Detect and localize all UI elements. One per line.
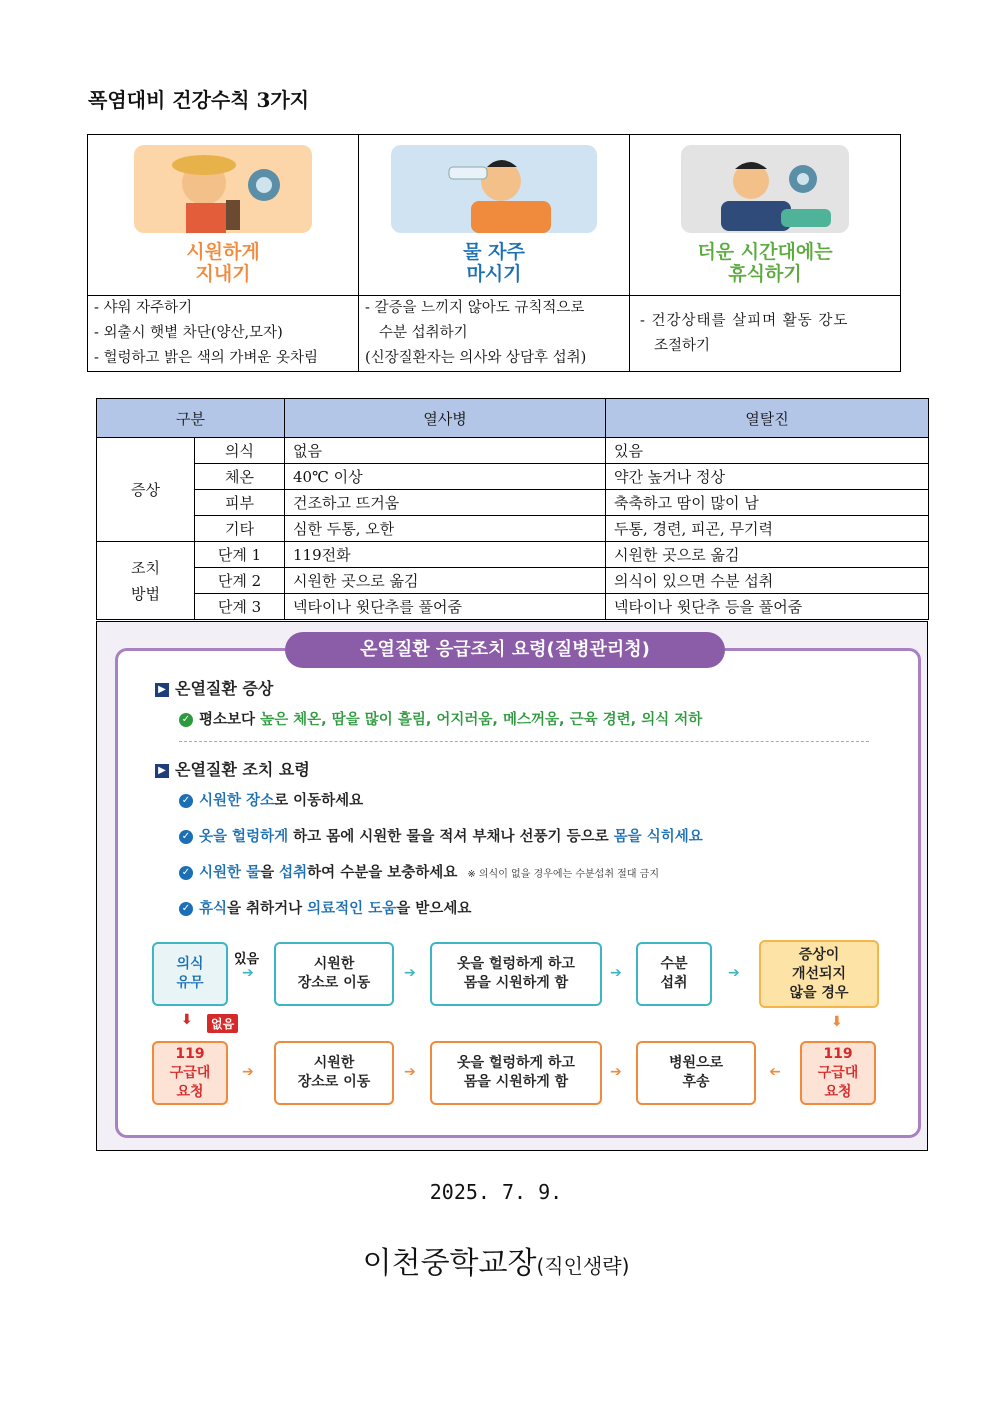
flow-text: 장소로 이동: [297, 975, 371, 991]
flow-text: 옷을 헐렁하게 하고: [457, 956, 575, 972]
flow-loosen-box-2: [430, 1041, 602, 1105]
dashed-divider: [179, 741, 869, 742]
first-aid-infographic: [96, 621, 928, 1151]
flow-text: 요청: [824, 1083, 852, 1100]
header-heatstroke: 열사병: [285, 399, 606, 438]
flow-hospital-box: [636, 1041, 756, 1105]
highlight-text: 시원한 장소: [199, 793, 275, 809]
section-symptoms: [155, 676, 273, 699]
flow-water-box: [636, 942, 712, 1006]
flow-text: 병원으로: [668, 1055, 724, 1071]
section-symptoms-title: 온열질환 증상: [175, 679, 274, 698]
row-exhaustion: 넥타이나 윗단추 등을 풀어줌: [606, 594, 929, 620]
rule-3-line: 조절하기: [654, 337, 711, 354]
arrow-right-icon: ➔: [728, 965, 740, 981]
row-heatstroke: 넥타이나 윗단추를 풀어줌: [285, 594, 606, 620]
row-sub: 의식: [195, 438, 285, 464]
rule-1-line: - 외출시 햇볕 차단(양산,모자): [94, 325, 283, 341]
row-exhaustion: 축축하고 땀이 많이 남: [606, 490, 929, 516]
flow-text: 몸을 시원하게 함: [463, 975, 569, 991]
row-sub: 피부: [195, 490, 285, 516]
rule-2-line: 수분 섭취하기: [379, 325, 468, 341]
group-action-line-1: 조치: [131, 558, 160, 577]
check-icon: ✓: [179, 794, 193, 808]
rule-1-line: - 헐렁하고 밝은 색의 가벼운 옷차림: [94, 350, 319, 366]
infographic-banner: 온열질환 응급조치 요령(질병관리청): [285, 632, 725, 668]
section-actions-title: 온열질환 조치 요령: [175, 760, 310, 779]
row-heatstroke: 건조하고 뜨거움: [285, 490, 606, 516]
rule-1-text: [88, 296, 359, 372]
flow-consciousness-box: [152, 942, 228, 1006]
flow-text: 장소로 이동: [297, 1074, 371, 1090]
arrow-right-icon: ➔: [242, 1064, 254, 1080]
health-rules-table: [87, 134, 901, 372]
rule-2-line: (신장질환자는 의사와 상담후 섭취): [365, 350, 587, 366]
arrow-down-icon: ⬇: [181, 1012, 193, 1028]
row-exhaustion: 있음: [606, 438, 929, 464]
flow-text: 119: [175, 1045, 205, 1062]
row-sub: 체온: [195, 464, 285, 490]
check-icon: ✓: [179, 902, 193, 916]
section-arrow-icon: ▶: [155, 764, 169, 778]
flow-text: 의식: [176, 956, 204, 972]
fan-icon: [134, 145, 312, 233]
warning-note: ※ 의식이 없을 경우에는 수분섭취 절대 금지: [467, 869, 659, 880]
group-symptom: 증상: [97, 438, 195, 542]
highlight-text: 섭취: [279, 865, 308, 881]
row-exhaustion: 시원한 곳으로 옮김: [606, 542, 929, 568]
arrow-down-icon: ⬇: [831, 1014, 843, 1030]
action-text: 을: [260, 865, 280, 881]
symptom-lead: 평소보다: [199, 712, 261, 728]
rule-1-caption-line-1: 시원하게: [186, 241, 260, 263]
action-text: 하여 수분을 보충하세요: [307, 865, 458, 881]
arrow-right-icon: ➔: [242, 965, 254, 981]
page-title: 폭염대비 건강수칙 3가지: [88, 88, 310, 112]
rule-2-caption-line-2: 마시기: [466, 263, 522, 285]
row-heatstroke: 119전화: [285, 542, 606, 568]
check-icon: ✓: [179, 713, 193, 727]
flow-yes-label: 있음: [234, 952, 260, 967]
highlight-text: 몸을 식히세요: [613, 829, 703, 845]
action-text: 을 받으세요: [396, 901, 472, 917]
symptom-line: [179, 708, 702, 729]
heat-illness-table: [96, 398, 929, 620]
rule-3-image-cell: [630, 135, 901, 296]
rule-1-caption-line-2: 지내기: [195, 263, 251, 285]
flow-move-cool-box-2: [274, 1041, 394, 1105]
rule-1-line: - 샤워 자주하기: [94, 300, 193, 316]
row-sub: 단계 2: [195, 568, 285, 594]
flow-move-cool-box: [274, 942, 394, 1006]
action-line-1: [179, 789, 363, 810]
rule-2-line: - 갈증을 느끼지 않아도 규칙적으로: [365, 300, 585, 316]
action-text: 을 취하거나: [227, 901, 308, 917]
section-arrow-icon: ▶: [155, 683, 169, 697]
rule-2-image-cell: [359, 135, 630, 296]
rule-1-image-cell: [88, 135, 359, 296]
highlight-text: 휴식: [199, 901, 228, 917]
flow-call-119-box: [152, 1041, 228, 1105]
group-action: [97, 542, 195, 620]
seal-note: (직인생략): [536, 1254, 630, 1278]
flow-loosen-box: [430, 942, 602, 1006]
flow-text: 섭취: [660, 975, 688, 991]
flow-text: 않을 경우: [789, 984, 849, 1001]
check-icon: ✓: [179, 830, 193, 844]
flow-text: 증상이: [798, 946, 840, 963]
row-sub: 단계 1: [195, 542, 285, 568]
action-line-2: [179, 825, 703, 846]
flow-text: 119: [823, 1045, 853, 1062]
action-text: 하고 몸에 시원한 물을 적셔 부채나 선풍기 등으로: [288, 829, 614, 845]
flow-text: 개선되지: [791, 965, 847, 982]
rule-2-caption-line-1: 물 자주: [463, 241, 525, 263]
row-heatstroke: 40℃ 이상: [285, 464, 606, 490]
arrow-right-icon: ➔: [404, 965, 416, 981]
flow-text: 구급대: [169, 1064, 211, 1081]
rest-icon: [681, 145, 849, 233]
document-date: 2025. 7. 9.: [429, 1180, 563, 1204]
row-sub: 단계 3: [195, 594, 285, 620]
header-category: 구분: [97, 399, 285, 438]
flow-text: 수분: [660, 956, 688, 972]
flow-text: 후송: [682, 1074, 710, 1090]
flow-text: 요청: [176, 1083, 204, 1100]
rule-3-caption-line-2: 휴식하기: [728, 263, 802, 285]
header-heat-exhaustion: 열탈진: [606, 399, 929, 438]
arrow-left-icon: ➔: [769, 1064, 781, 1080]
row-heatstroke: 시원한 곳으로 옮김: [285, 568, 606, 594]
flow-text: 유무: [176, 975, 204, 991]
rule-2-text: [359, 296, 630, 372]
highlight-text: 의료적인 도움: [307, 901, 397, 917]
check-icon: ✓: [179, 866, 193, 880]
rule-3-text: [630, 296, 901, 372]
action-line-3: [179, 861, 659, 882]
group-action-line-2: 방법: [131, 584, 160, 603]
rule-3-caption-line-1: 더운 시간대에는: [697, 241, 833, 263]
arrow-right-icon: ➔: [404, 1064, 416, 1080]
water-bottle-icon: [391, 145, 597, 233]
signature-line: [0, 1238, 992, 1282]
signer-name: 이천중학교장: [362, 1246, 537, 1281]
symptom-list: 높은 체온, 땀을 많이 흘림, 어지러움, 메스꺼움, 근육 경련, 의식 저하: [260, 712, 703, 728]
row-exhaustion: 약간 높거나 정상: [606, 464, 929, 490]
flow-call-119-box-2: [800, 1041, 876, 1105]
highlight-text: 옷을 헐렁하게: [199, 829, 289, 845]
flow-text: 몸을 시원하게 함: [463, 1074, 569, 1090]
flow-not-improved-box: [759, 940, 879, 1008]
flow-text: 옷을 헐렁하게 하고: [457, 1055, 575, 1071]
action-text: 로 이동하세요: [274, 793, 364, 809]
flow-text: 시원한: [313, 956, 355, 972]
action-line-4: [179, 897, 471, 918]
flow-text: 시원한: [313, 1055, 355, 1071]
flow-text: 구급대: [817, 1064, 859, 1081]
flow-no-badge: 없음: [207, 1014, 238, 1033]
row-heatstroke: 없음: [285, 438, 606, 464]
row-sub: 기타: [195, 516, 285, 542]
section-actions: [155, 757, 310, 780]
arrow-right-icon: ➔: [610, 965, 622, 981]
arrow-right-icon: ➔: [610, 1064, 622, 1080]
row-heatstroke: 심한 두통, 오한: [285, 516, 606, 542]
highlight-text: 시원한 물: [199, 865, 261, 881]
row-exhaustion: 의식이 있으면 수분 섭취: [606, 568, 929, 594]
row-exhaustion: 두통, 경련, 피곤, 무기력: [606, 516, 929, 542]
rule-3-line: - 건강상태를 살피며 활동 강도: [640, 312, 849, 329]
